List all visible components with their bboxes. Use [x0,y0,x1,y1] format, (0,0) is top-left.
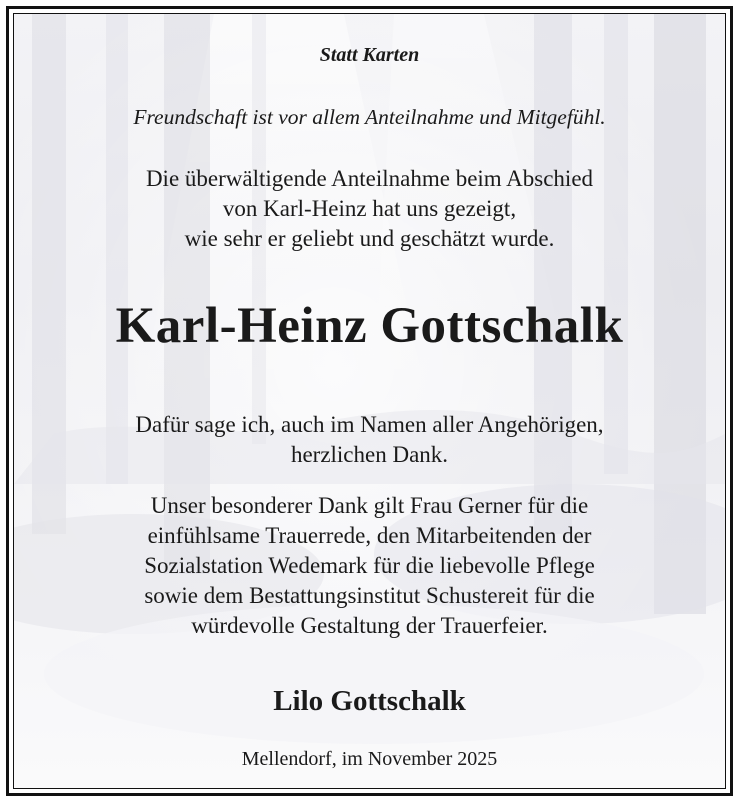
signature-name: Lilo Gottschalk [273,685,466,717]
thanks-paragraph [14,410,725,470]
notice-outer-frame [6,6,733,796]
special-thanks-line: einfühlsame Trauerrede, den Mitarbeitenden der [147,523,592,548]
special-thanks-line: Sozialstation Wedemark für die liebevolle Pflege [144,553,595,578]
thanks-line: herzlichen Dank. [290,442,449,467]
deceased-name: Karl-Heinz Gottschalk [115,298,624,354]
special-thanks-paragraph [14,491,725,641]
intro-line: wie sehr er geliebt und geschätzt wurde. [184,226,555,251]
notice-content [14,14,725,788]
place-date: Mellendorf, im November 2025 [241,748,498,770]
special-thanks-line: Unser besonderer Dank gilt Frau Gerner für die [150,493,589,518]
special-thanks-line: würdevolle Gestaltung der Trauerfeier. [191,613,548,638]
thanks-line: Dafür sage ich, auch im Namen aller Angehörigen, [135,412,604,437]
special-thanks-line: sowie dem Bestattungsinstitut Schustereit für die [144,583,595,608]
notice-motto: Freundschaft ist vor allem Anteilnahme und Mitgefühl. [133,105,606,129]
intro-paragraph [14,164,725,254]
intro-line: Die überwältigende Anteilnahme beim Abschied [145,166,594,191]
intro-line: von Karl-Heinz hat uns gezeigt, [222,196,517,221]
notice-inner-frame [13,13,726,789]
notice-header: Statt Karten [319,44,420,66]
